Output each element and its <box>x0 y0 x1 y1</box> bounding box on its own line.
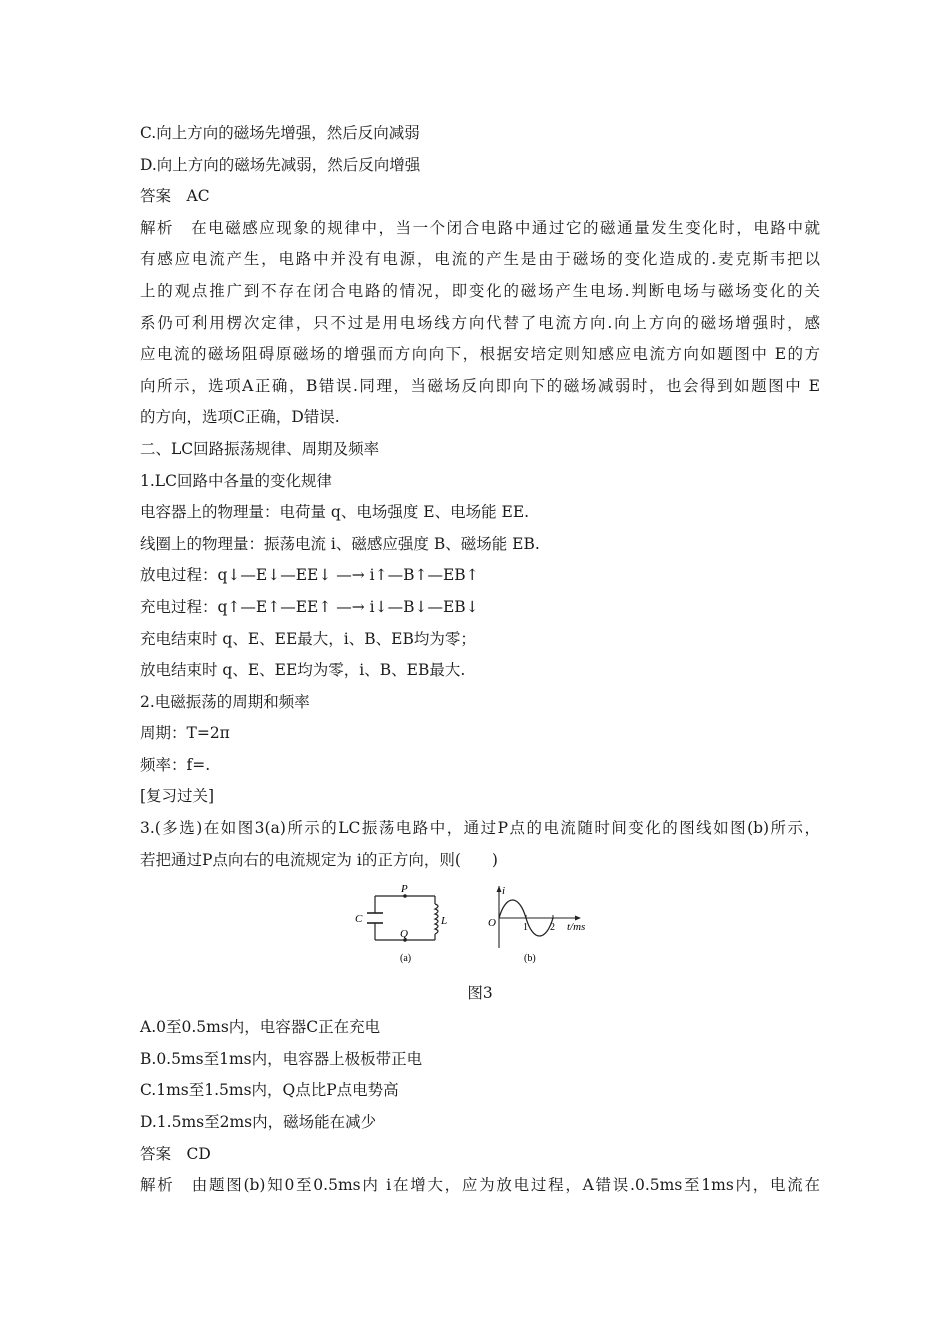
tick-1-label: 1 <box>523 922 528 934</box>
label-q: Q <box>400 928 408 941</box>
axis-origin-label: O <box>488 917 496 930</box>
analysis-line: 有感应电流产生，电路中并没有电源，电流的产生是由于磁场的变化造成的.麦克斯韦把以 <box>140 250 820 269</box>
capacitor-quantities: 电容器上的物理量：电荷量 q、电场强度 E、电场能 EE. <box>140 503 530 522</box>
figure-caption: 图3 <box>467 984 493 1003</box>
subsection-title: 2.电磁振荡的周期和频率 <box>140 692 310 711</box>
answer: 答案 CD <box>140 1144 211 1163</box>
option-c: C.1ms至1.5ms内，Q点比P点电势高 <box>140 1081 399 1100</box>
current-time-graph <box>497 886 582 948</box>
analysis-line: 上的观点推广到不存在闭合电路的情况，即变化的磁场产生电场.判断电场与磁场变化的关 <box>140 281 820 300</box>
discharge-process: 放电过程：q↓—E↓—EE↓ —→ i↑—B↑—EB↑ <box>140 566 479 585</box>
charge-end: 充电结束时 q、E、EE最大，i、B、EB均为零； <box>140 629 476 648</box>
axis-t-label: t/ms <box>567 921 586 934</box>
tick-2-label: 2 <box>550 922 555 934</box>
coil-quantities: 线圈上的物理量：振荡电流 i、磁感应强度 B、磁场能 EB. <box>140 534 540 553</box>
analysis-line: 应电流的磁场阻碍原磁场的增强而方向向下，根据安培定则知感应电流方向如题图中 E的方 <box>140 345 820 364</box>
analysis-line: 向所示，选项A正确，B错误.同理，当磁场反向即向下的磁场减弱时，也会得到如题图中 E <box>140 376 820 395</box>
label-c: C <box>355 913 363 926</box>
option-d: D.向上方向的磁场先减弱，然后反向增强 <box>140 155 421 174</box>
label-b: (b) <box>524 953 536 965</box>
discharge-end: 放电结束时 q、E、EE均为零，i、B、EB最大. <box>140 661 466 680</box>
label-l: L <box>441 915 448 928</box>
period-formula: 周期：T=2π <box>140 724 230 743</box>
document-page <box>140 118 820 1202</box>
analysis-line: 解析 由题图(b)知0至0.5ms内 i在增大，应为放电过程，A错误.0.5ms至1ms内，电流在 <box>140 1176 820 1195</box>
analysis-line: 解析 在电磁感应现象的规律中，当一个闭合电路中通过它的磁通量发生变化时，电路中就 <box>140 218 820 237</box>
question-3-line: 若把通过P点向右的电流规定为 i的正方向，则( ) <box>140 850 498 869</box>
charge-process: 充电过程：q↑—E↑—EE↑ —→ i↓—B↓—EB↓ <box>140 597 479 616</box>
figure-3-svg <box>140 884 820 978</box>
analysis-line: 的方向，选项C正确，D错误. <box>140 408 340 427</box>
option-c: C.向上方向的磁场先增强，然后反向减弱 <box>140 124 420 142</box>
frequency-formula: 频率：f=. <box>140 755 211 774</box>
question-3-line: 3.(多选)在如图3(a)所示的LC振荡电路中，通过P点的电流随时间变化的图线如图(b)所示， <box>140 819 820 838</box>
answer: 答案 AC <box>140 187 210 206</box>
option-d: D.1.5ms至2ms内，磁场能在减少 <box>140 1113 377 1132</box>
axis-i-label: i <box>502 885 506 898</box>
section-title: 二、LC回路振荡规律、周期及频率 <box>140 439 380 458</box>
option-b: B.0.5ms至1ms内，电容器上极板带正电 <box>140 1049 423 1068</box>
label-a: (a) <box>400 953 412 965</box>
review-heading: [复习过关] <box>140 787 215 806</box>
figure-3 <box>140 884 820 978</box>
analysis-line: 系仍可利用楞次定律，只不过是用电场线方向代替了电流方向.向上方向的磁场增强时，感 <box>140 313 820 332</box>
option-a: A.0至0.5ms内，电容器C正在充电 <box>140 1018 381 1037</box>
subsection-title: 1.LC回路中各量的变化规律 <box>140 471 332 490</box>
label-p: P <box>401 884 408 896</box>
